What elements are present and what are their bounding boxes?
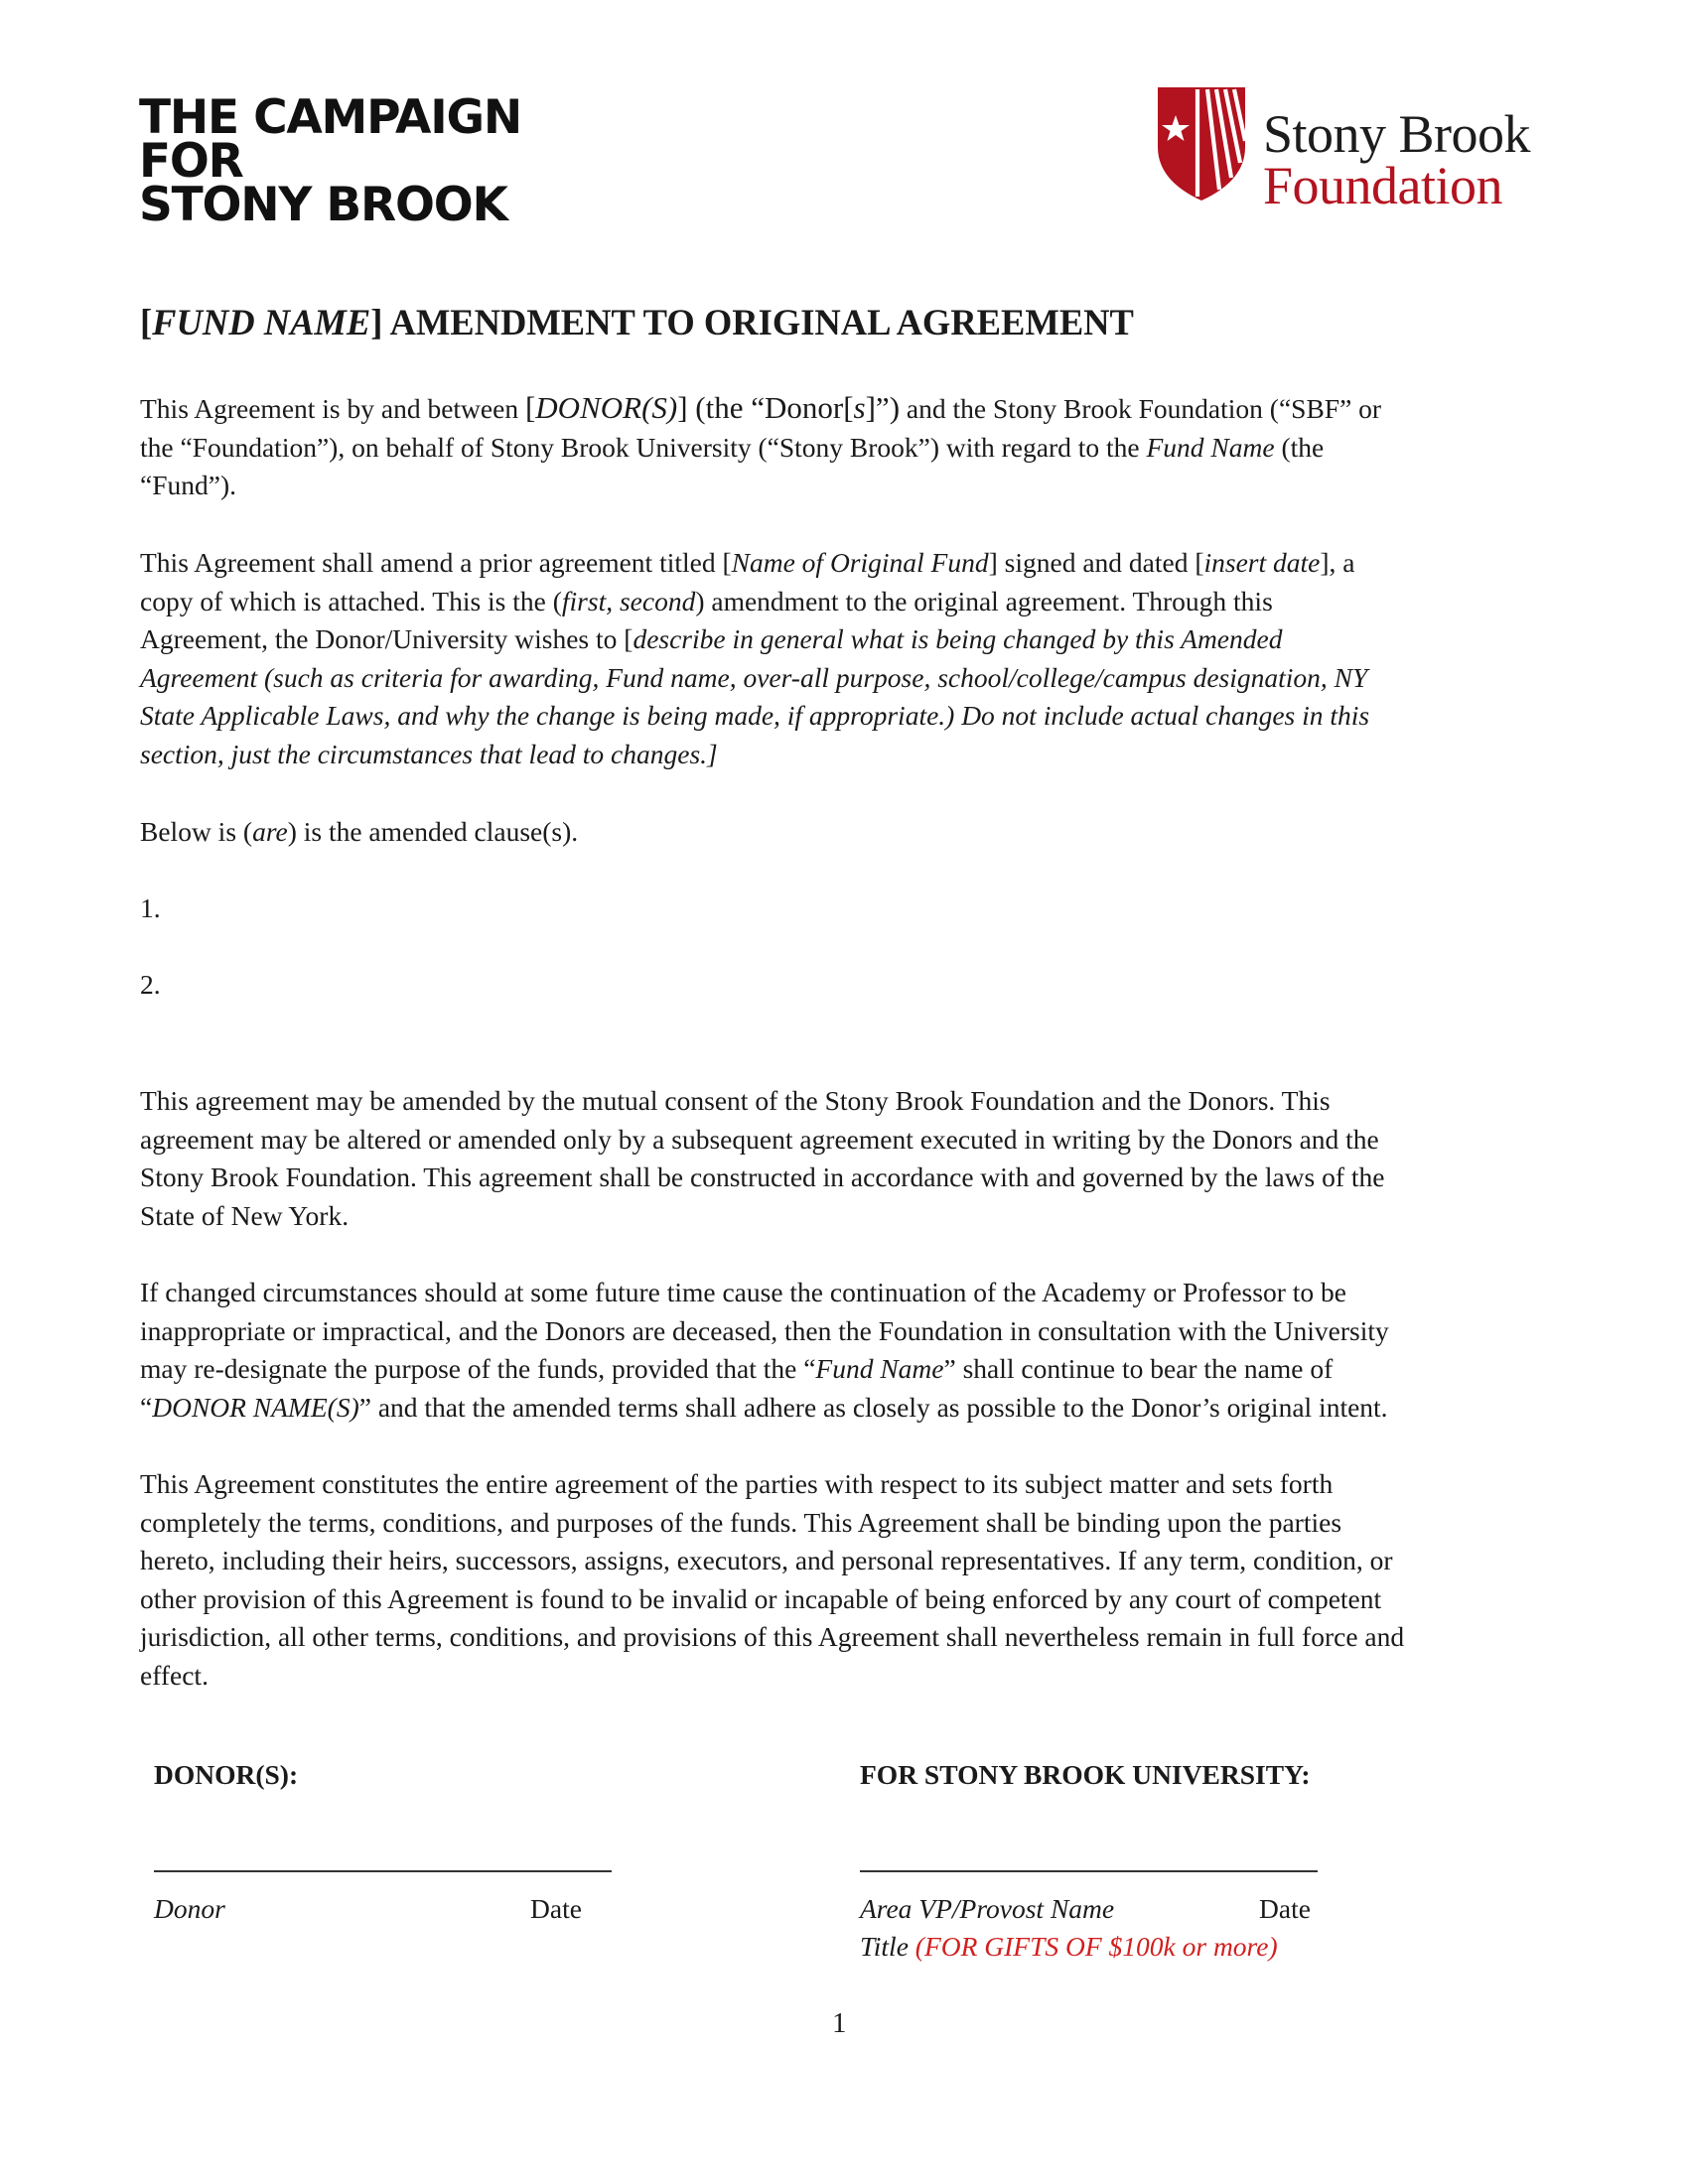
text: This Agreement shall amend a prior agreement titled [ xyxy=(140,547,732,578)
campaign-logo-line: THE CAMPAIGN xyxy=(139,90,522,145)
paragraph-clauses-intro xyxy=(140,813,1550,852)
university-heading: FOR STONY BROOK UNIVERSITY: xyxy=(860,1759,1311,1790)
paragraph-changed-circumstances xyxy=(140,1274,1550,1427)
instruction-text: Agreement (such as criteria for awarding, Fund name, over-all purpose, school/college/campus designation, NY xyxy=(140,661,1368,693)
star-shield-icon xyxy=(1152,85,1251,203)
text: Below is ( xyxy=(140,816,253,847)
text: the “Foundation”), on behalf of Stony Brook University (“Stony Brook”) with regard to the xyxy=(140,431,1147,463)
donor-placeholder: DONOR(S) xyxy=(535,390,678,425)
donor-date-label: Date xyxy=(530,1893,582,1924)
text: may re-designate the purpose of the funds, provided that the “ xyxy=(140,1353,816,1385)
original-fund-placeholder: Name of Original Fund xyxy=(731,547,989,578)
paragraph-entire-agreement xyxy=(140,1465,1550,1696)
text-line: If changed circumstances should at some future time cause the continuation of the Academy or Professor to be xyxy=(140,1277,1346,1307)
gift-threshold-note: (FOR GIFTS OF $100k or more) xyxy=(914,1931,1278,1962)
text: [ xyxy=(524,390,536,425)
text: copy of which is attached. This is the ( xyxy=(140,585,562,616)
list-item-2: 2. xyxy=(140,969,161,1000)
text-line: “Fund”). xyxy=(140,470,236,501)
list-item-1: 1. xyxy=(140,892,161,923)
text-line: effect. xyxy=(140,1659,209,1691)
fund-name-placeholder: Fund Name xyxy=(1146,431,1275,463)
text: ” shall continue to bear the name of xyxy=(943,1353,1334,1385)
instruction-text: section, just the circumstances that lead to changes.] xyxy=(140,738,718,769)
text-line: completely the terms, conditions, and purposes of the funds. This Agreement shall be binding upon the parties xyxy=(140,1506,1342,1538)
foundation-wordmark-line2: Foundation xyxy=(1263,156,1503,215)
donor-heading: DONOR(S): xyxy=(154,1759,299,1790)
provost-name-label xyxy=(860,1890,1114,1928)
instruction-text: describe in general what is being changed by this Amended xyxy=(633,623,1283,655)
document-title: [FUND NAME] AMENDMENT TO ORIGINAL AGREEMENT xyxy=(140,302,1134,342)
fund-name-placeholder: FUND NAME xyxy=(152,302,371,342)
text: Agreement, the Donor/University wishes to [ xyxy=(140,623,633,655)
text-line: hereto, including their heirs, successors, assigns, executors, and personal representatives. If any term, condition, or xyxy=(140,1545,1393,1576)
text: ], a xyxy=(1320,547,1355,578)
text: ] (the “Donor[ xyxy=(677,390,854,425)
text-line: jurisdiction, all other terms, conditions, and provisions of this Agreement shall nevertheless remain in full force and xyxy=(140,1621,1405,1653)
text: (the xyxy=(1274,431,1325,463)
instruction-text: State Applicable Laws, and why the change is being made, if appropriate.) Do not include actual changes in this xyxy=(140,700,1370,732)
foundation-wordmark-line1: Stony Brook xyxy=(1263,104,1531,164)
university-date-label: Date xyxy=(1259,1893,1311,1924)
paragraph-amendment xyxy=(140,544,1550,774)
text: ) amendment to the original agreement. Through this xyxy=(695,585,1273,616)
text: Donor xyxy=(154,1893,225,1924)
foundation-logo xyxy=(1152,85,1549,224)
text: are xyxy=(252,816,288,847)
campaign-logo xyxy=(139,90,522,232)
donor-label xyxy=(154,1890,225,1928)
campaign-logo-line: FOR xyxy=(139,134,243,189)
foundation-wordmark xyxy=(1263,104,1531,215)
text-line: This Agreement constitutes the entire agreement of the parties with respect to its subject matter and sets forth xyxy=(140,1468,1334,1499)
text: “ xyxy=(140,1391,153,1423)
date-placeholder: insert date xyxy=(1203,547,1321,578)
text-line: inappropriate or impractical, and the Donors are deceased, then the Foundation in consultation with the University xyxy=(140,1314,1389,1346)
ordinal-placeholder: first, second xyxy=(561,585,696,616)
university-signature-line[interactable] xyxy=(860,1870,1318,1872)
text: ) is the amended clause(s). xyxy=(287,816,579,847)
text: ” and that the amended terms shall adhere as closely as possible to the Donor’s original intent. xyxy=(358,1391,1388,1423)
title-label xyxy=(860,1928,1278,1966)
text: and the Stony Brook Foundation (“SBF” or xyxy=(900,393,1382,424)
text: Title xyxy=(860,1931,909,1962)
text: Area VP/Provost Name xyxy=(860,1893,1115,1924)
text: This Agreement is by and between xyxy=(140,393,525,424)
fund-name-placeholder: Fund Name xyxy=(815,1353,944,1385)
donor-name-placeholder: DONOR NAME(S) xyxy=(152,1391,359,1423)
paragraph-amend-consent xyxy=(140,1082,1550,1235)
page-number: 1 xyxy=(832,2007,847,2039)
text: ] signed and dated [ xyxy=(988,547,1204,578)
text-line: Stony Brook Foundation. This agreement shall be constructed in accordance with and governed by the laws of the xyxy=(140,1161,1385,1193)
campaign-logo-line: STONY BROOK xyxy=(139,178,507,232)
plural-placeholder: s xyxy=(853,390,866,425)
text-line: State of New York. xyxy=(140,1199,350,1231)
text-line: agreement may be altered or amended only by a subsequent agreement executed in writing by the Donors and the xyxy=(140,1123,1379,1155)
text-line: This agreement may be amended by the mutual consent of the Stony Brook Foundation and the Donors. This xyxy=(140,1085,1331,1116)
paragraph-parties xyxy=(140,389,1550,505)
donor-signature-line[interactable] xyxy=(154,1870,612,1872)
title-text: AMENDMENT TO ORIGINAL AGREEMENT xyxy=(382,302,1134,342)
text: ]”) xyxy=(865,390,901,425)
text-line: other provision of this Agreement is found to be invalid or incapable of being enforced by any court of competent xyxy=(140,1582,1382,1614)
